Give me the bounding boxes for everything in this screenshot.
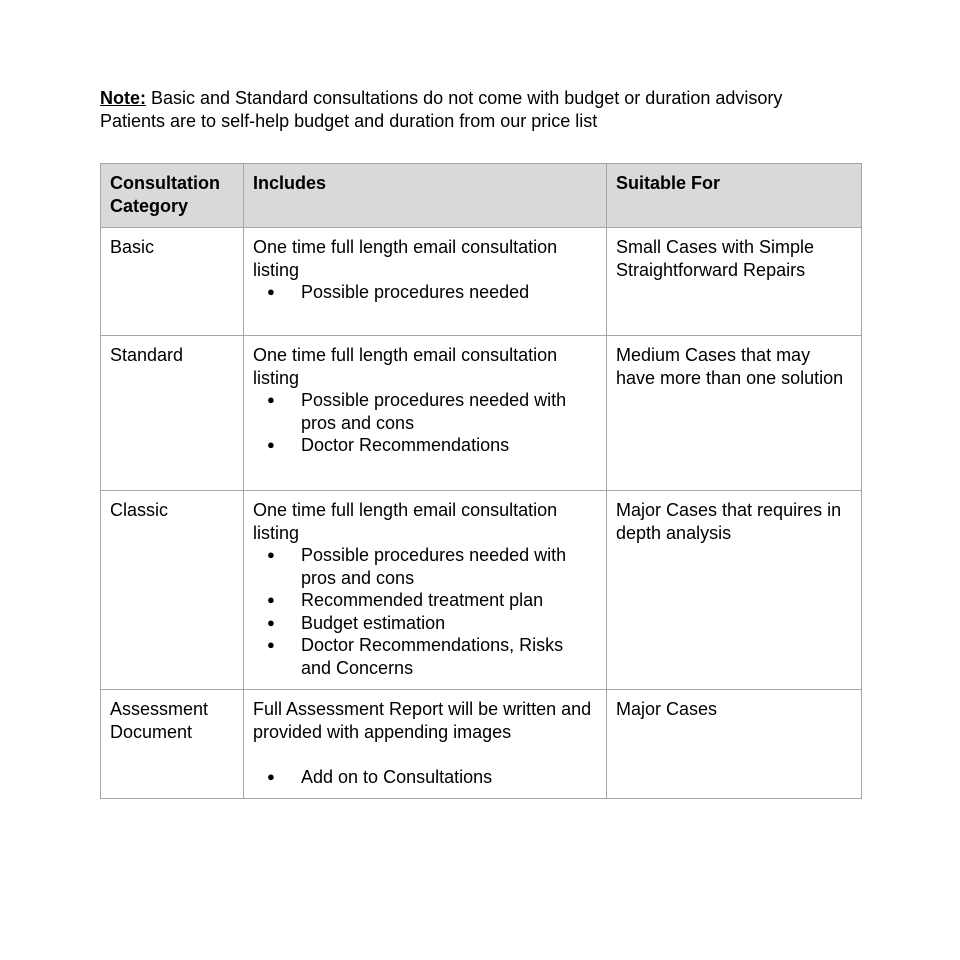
list-item: ● Budget estimation xyxy=(253,612,597,635)
includes-intro: One time full length email consultation listing xyxy=(253,237,558,280)
includes-cell xyxy=(244,228,607,336)
includes-cell xyxy=(244,690,607,799)
category-cell: Classic xyxy=(101,491,244,690)
includes-list xyxy=(253,389,597,457)
suitable-cell: Major Cases xyxy=(607,690,862,799)
suitable-cell: Small Cases with Simple Straightforward Repairs xyxy=(607,228,862,336)
includes-cell xyxy=(244,491,607,690)
note-label: Note: xyxy=(100,88,146,108)
includes-list xyxy=(253,544,597,679)
list-item: ● Add on to Consultations xyxy=(253,766,597,789)
includes-cell xyxy=(244,336,607,491)
includes-intro: One time full length email consultation listing xyxy=(253,500,558,543)
suitable-cell: Major Cases that requires in depth analysis xyxy=(607,491,862,690)
category-cell: Basic xyxy=(101,228,244,336)
table-header-row xyxy=(101,164,862,228)
header-includes: Includes xyxy=(244,164,607,228)
consultation-table xyxy=(100,163,862,799)
list-item: ● Possible procedures needed with pros and cons xyxy=(253,389,597,434)
includes-list xyxy=(253,281,597,304)
category-cell: Standard xyxy=(101,336,244,491)
list-item: ● Doctor Recommendations, Risks and Concerns xyxy=(253,634,597,679)
note-line-2: Patients are to self-help budget and duration from our price list xyxy=(100,110,598,131)
includes-intro: Full Assessment Report will be written and provided with appending images xyxy=(253,699,592,742)
table-row-assessment-document xyxy=(101,690,862,799)
table-row-classic xyxy=(101,491,862,690)
category-cell: Assessment Document xyxy=(101,690,244,799)
table-row-basic xyxy=(101,228,862,336)
includes-intro: One time full length email consultation listing xyxy=(253,345,558,388)
list-item: ● Doctor Recommendations xyxy=(253,434,597,457)
note-text-1: Basic and Standard consultations do not come with budget or duration advisory xyxy=(146,88,783,108)
note-paragraph xyxy=(100,87,880,132)
header-consultation-category: Consultation Category xyxy=(101,164,244,228)
list-item: ● Possible procedures needed with pros and cons xyxy=(253,544,597,589)
header-suitable-for: Suitable For xyxy=(607,164,862,228)
list-item: ● Possible procedures needed xyxy=(253,281,597,304)
table-row-standard xyxy=(101,336,862,491)
suitable-cell: Medium Cases that may have more than one solution xyxy=(607,336,862,491)
includes-list xyxy=(253,766,597,789)
spacer xyxy=(253,743,597,766)
note-line-1 xyxy=(100,87,880,110)
list-item: ● Recommended treatment plan xyxy=(253,589,597,612)
